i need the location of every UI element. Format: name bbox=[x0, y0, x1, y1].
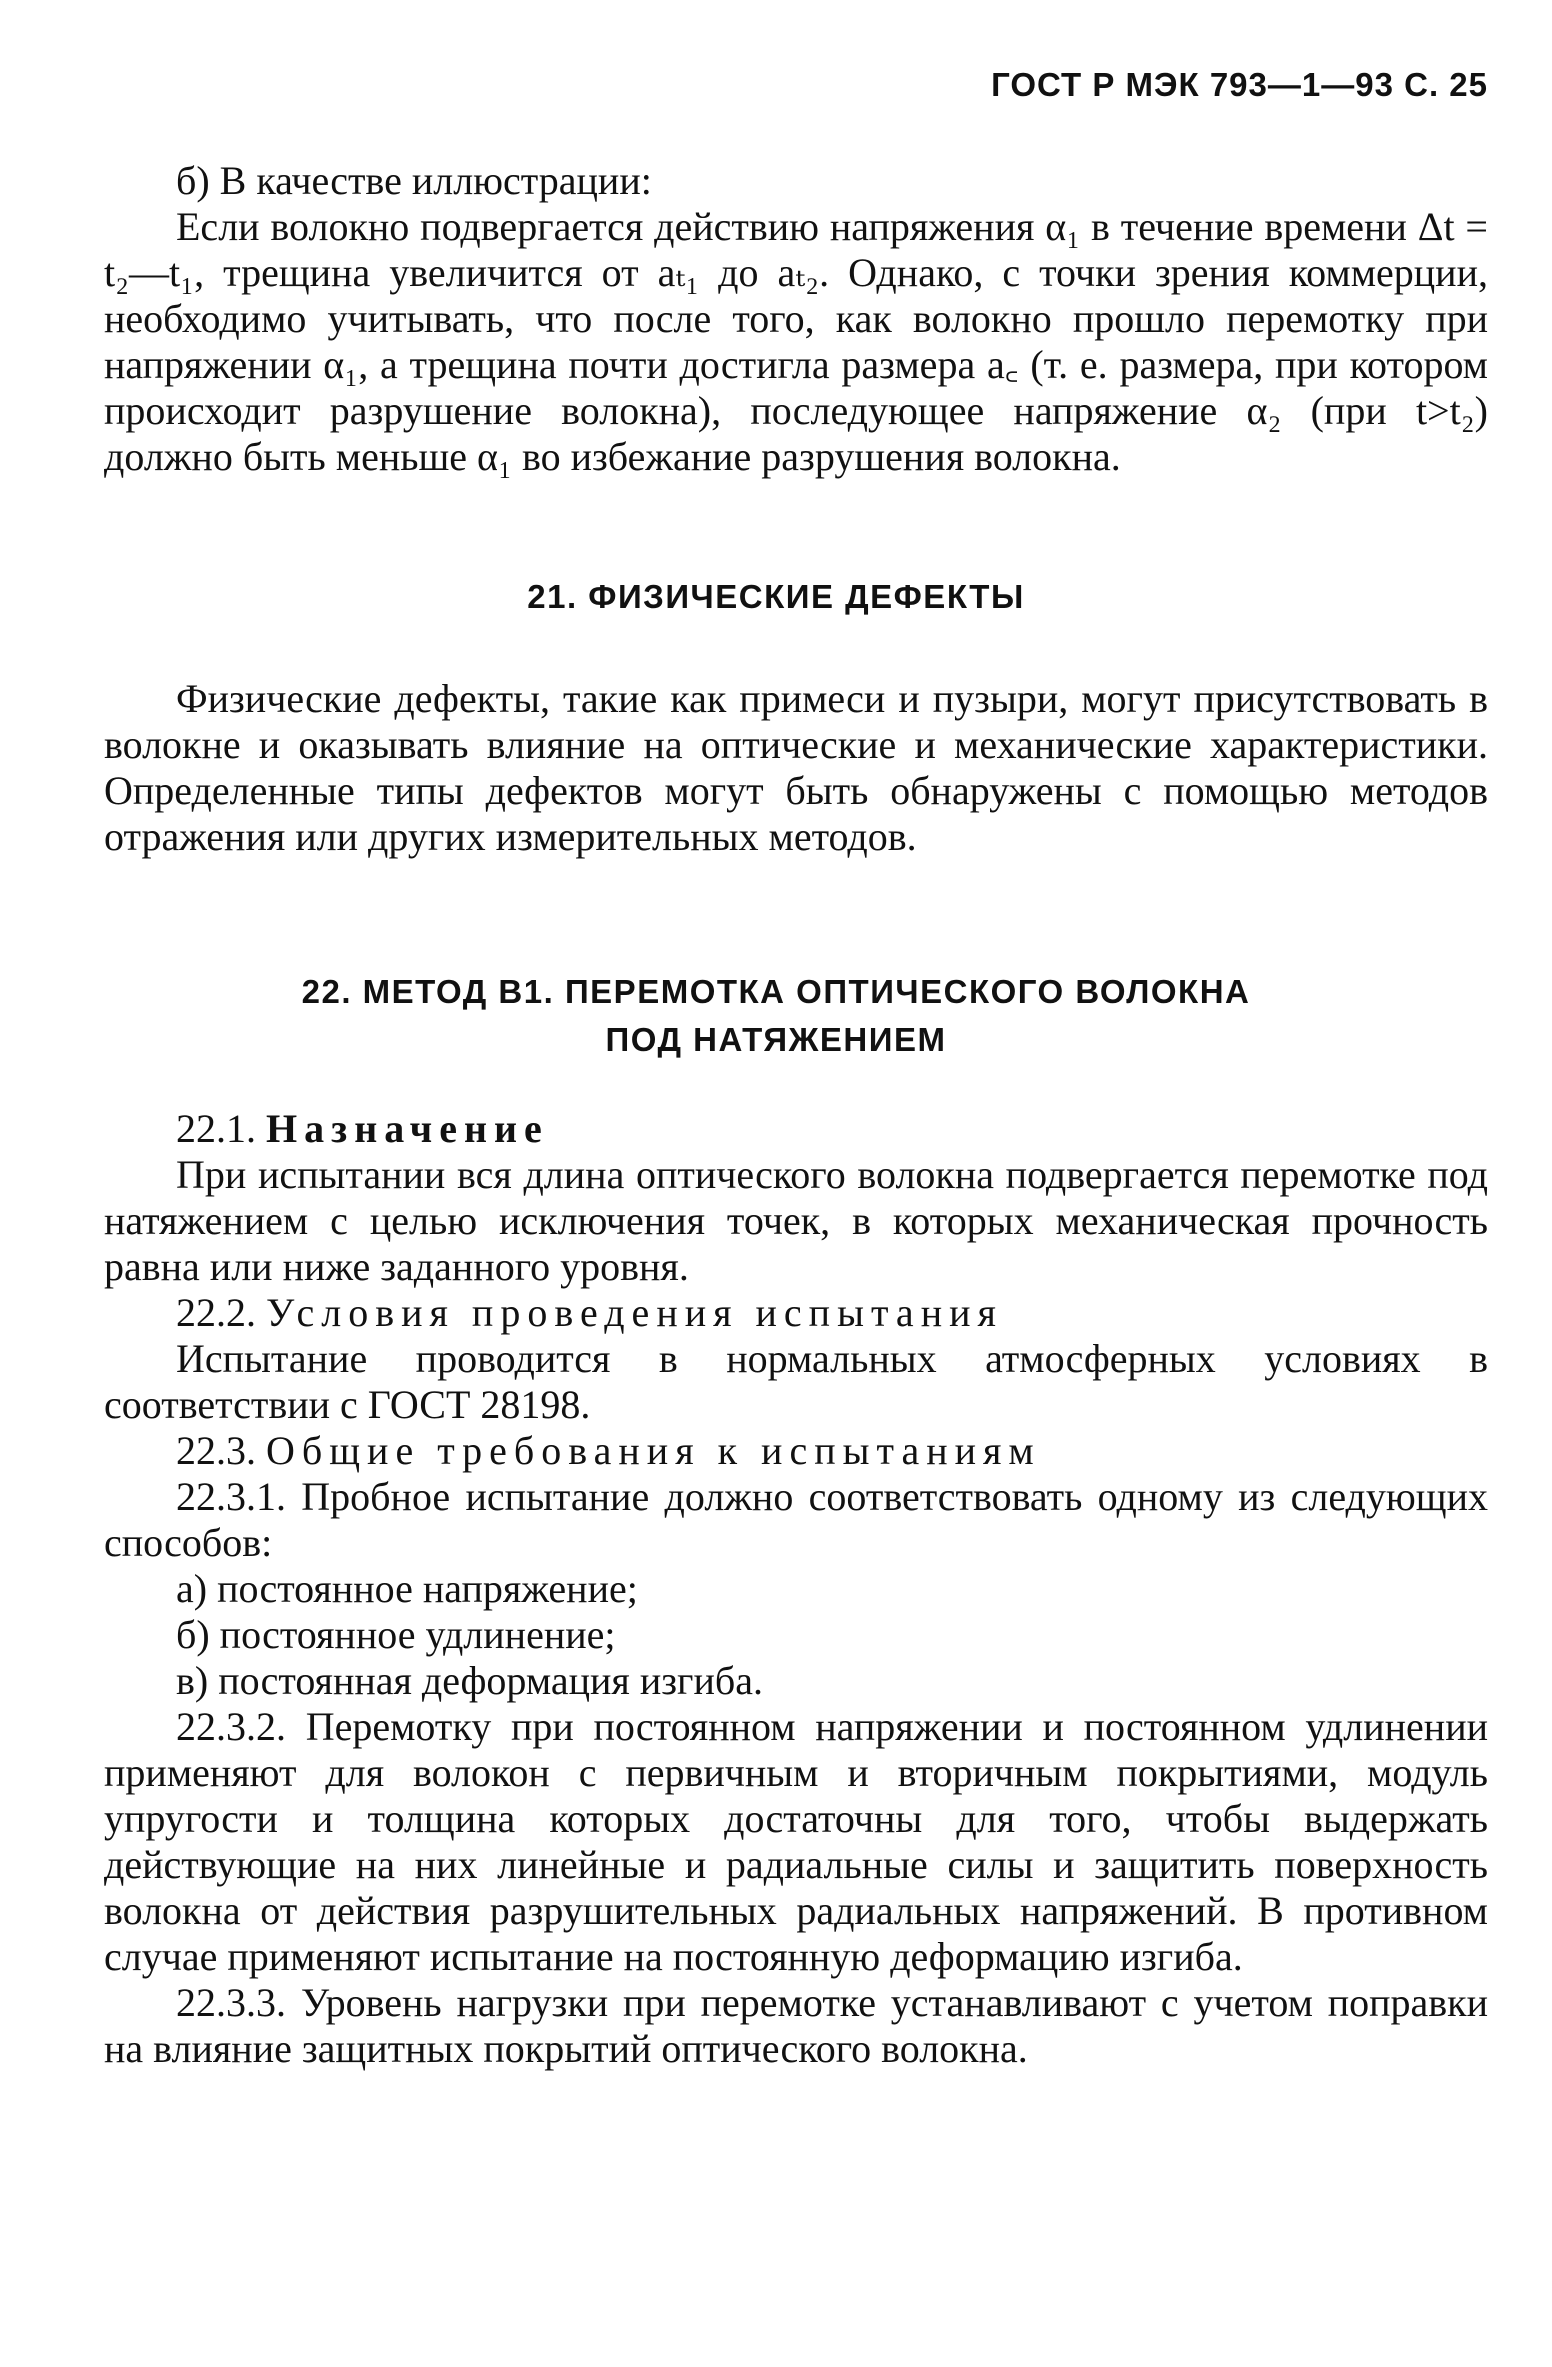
section-21-heading: 21. ФИЗИЧЕСКИЕ ДЕФЕКТЫ bbox=[527, 578, 1025, 615]
section-22-heading-line2: ПОД НАТЯЖЕНИЕМ bbox=[605, 1021, 947, 1058]
section-22-heading bbox=[0, 968, 1552, 1064]
subsection-22-3-2-paragraph: 22.3.2. Перемотку при постоянном напряжении и постоянном удлинении применяют для волокон с первичным и вторичным покрытиями, модуль упругости и толщина которых достаточны для того, чтобы выдержать действующие на них линейные и радиальные силы и защитить поверхность волокна от действия разрушительных радиальных напряжений. В противном случае применяют испытание на постоянную деформацию изгиба. bbox=[104, 1704, 1488, 1979]
subsection-22-2-title: Условия проведения испытания bbox=[266, 1290, 1003, 1335]
illustration-paragraph: Если волокно подвергается действию напряжения α₁ в течение времени Δt = t₂—t₁, трещина увеличится от aₜ₁ до aₜ₂. Однако, с точки зрения коммерции, необходимо учитывать, что после того, как волокно прошло перемотку при напряжении α₁, а трещина почти достигла размера a꜀ (т. е. размера, при котором происходит разрушение волокна), последующее напряжение α₂ (при t>t₂) должно быть меньше α₁ во избежание разрушения волокна. bbox=[104, 204, 1488, 479]
section-21-block bbox=[104, 676, 1488, 860]
list-item: б) постоянное удлинение; bbox=[176, 1612, 616, 1657]
running-head: ГОСТ Р МЭК 793—1—93 С. 25 bbox=[991, 66, 1488, 103]
subsection-22-1-title: Назначение bbox=[266, 1106, 549, 1151]
subsection-22-3-1-paragraph: 22.3.1. Пробное испытание должно соответствовать одному из следующих способов: bbox=[104, 1474, 1488, 1565]
illustration-block bbox=[104, 158, 1488, 480]
subsection-22-2-paragraph: Испытание проводится в нормальных атмосферных условиях в соответствии с ГОСТ 28198. bbox=[104, 1336, 1488, 1427]
illustration-intro: б) В качестве иллюстрации: bbox=[176, 158, 652, 203]
section-22-heading-line1: 22. МЕТОД В1. ПЕРЕМОТКА ОПТИЧЕСКОГО ВОЛОКНА bbox=[301, 973, 1251, 1010]
subsection-22-3-number: 22.3. bbox=[176, 1428, 256, 1473]
subsection-22-2-heading bbox=[104, 1290, 1488, 1336]
list-item: в) постоянная деформация изгиба. bbox=[176, 1658, 763, 1703]
section-21-paragraph: Физические дефекты, такие как примеси и пузыри, могут присутствовать в волокне и оказывать влияние на оптические и механические характеристики. Определенные типы дефектов могут быть обнаружены с помощью методов отражения или других измерительных методов. bbox=[104, 676, 1488, 859]
subsection-22-1-number: 22.1. bbox=[176, 1106, 256, 1151]
subsection-22-3-3-paragraph: 22.3.3. Уровень нагрузки при перемотке устанавливают с учетом поправки на влияние защитных покрытий оптического волокна. bbox=[104, 1980, 1488, 2071]
subsection-22-3-title: Общие требования к испытаниям bbox=[266, 1428, 1041, 1473]
subsection-22-2-number: 22.2. bbox=[176, 1290, 256, 1335]
section-22-block bbox=[104, 1106, 1488, 2072]
list-item: а) постоянное напряжение; bbox=[176, 1566, 638, 1611]
subsection-22-3-heading bbox=[104, 1428, 1488, 1474]
subsection-22-1-heading bbox=[104, 1106, 1488, 1152]
subsection-22-1-paragraph: При испытании вся длина оптического волокна подвергается перемотке под натяжением с целью исключения точек, в которых механическая прочность равна или ниже заданного уровня. bbox=[104, 1152, 1488, 1289]
